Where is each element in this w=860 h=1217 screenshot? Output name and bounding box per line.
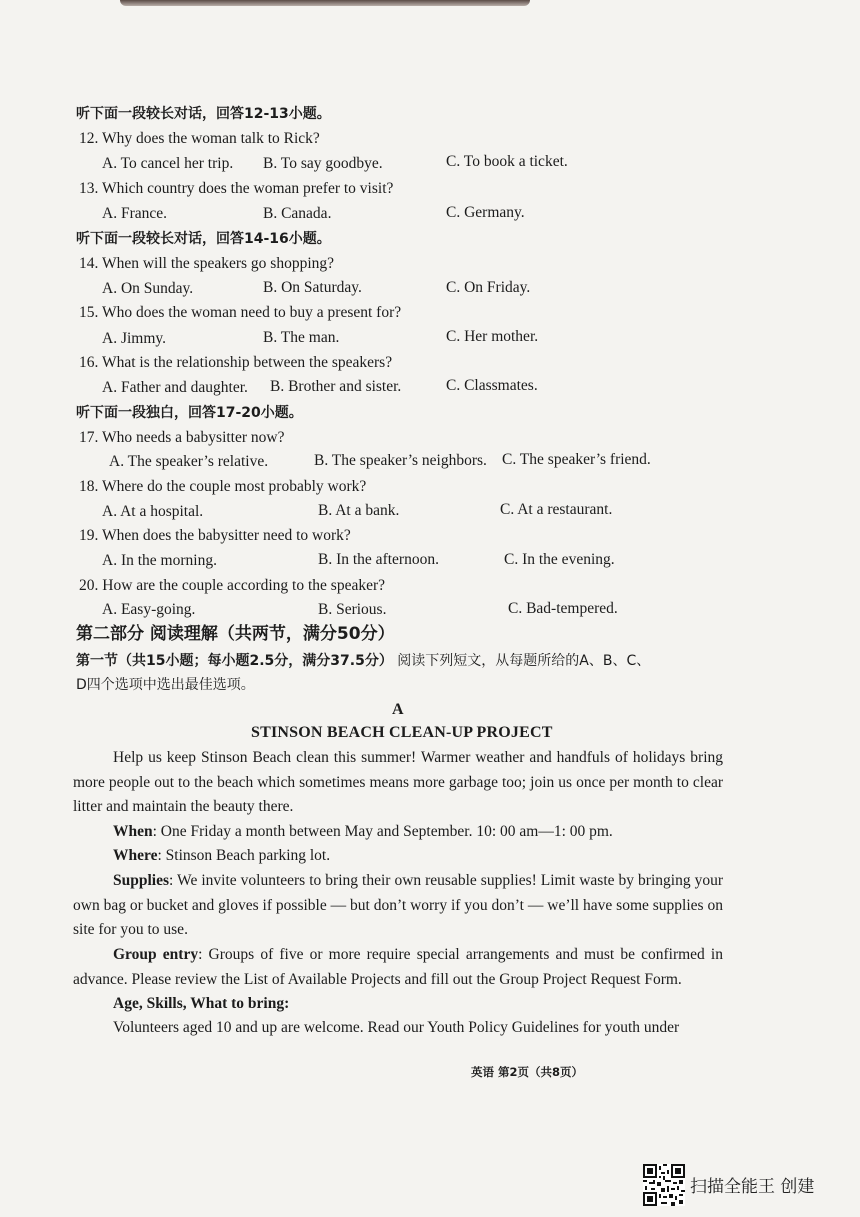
option-a: A. France. (102, 205, 167, 222)
question-text: Where do the couple most probably work? (101, 478, 367, 495)
option-a: A. Father and daughter. (102, 379, 248, 396)
section-instruction: 听下面一段独白，回答17-20小题。 (76, 405, 303, 421)
option-c: C. In the evening. (504, 551, 615, 568)
question-18 (79, 477, 366, 497)
section-one-heading: 第一节（共15小题；每小题2.5分，满分37.5分） (76, 653, 393, 669)
option-a: A. The speaker’s relative. (109, 453, 269, 470)
question-number: 18. (79, 478, 99, 495)
where-text: : Stinson Beach parking lot. (157, 847, 331, 864)
page-footer: 英语 第2页（共8页） (471, 1065, 584, 1079)
question-number: 19. (79, 527, 99, 544)
question-text: Who needs a babysitter now? (101, 429, 285, 446)
section-instruction: 听下面一段较长对话，回答12-13小题。 (76, 106, 331, 122)
section-one-text: 阅读下列短文，从每题所给的A、B、C、 (392, 653, 651, 669)
age-label: Age, Skills, What to bring: (113, 995, 290, 1012)
question-number: 14. (79, 255, 99, 272)
supplies-label: Supplies (113, 872, 170, 889)
passage-when (73, 820, 723, 845)
option-a: A. In the morning. (102, 552, 217, 569)
option-c: C. Classmates. (446, 377, 538, 394)
when-label: When (113, 823, 153, 840)
option-b: B. On Saturday. (263, 279, 362, 296)
option-a: A. Jimmy. (102, 330, 167, 347)
question-number: 12. (79, 130, 99, 147)
question-text: How are the couple according to the speaker? (102, 577, 385, 594)
question-text: Who does the woman need to buy a present for? (101, 304, 402, 321)
question-12 (79, 129, 320, 149)
scanner-app-watermark: 扫描全能王 创建 (690, 1177, 815, 1197)
section-instruction: 听下面一段较长对话，回答14-16小题。 (76, 231, 331, 247)
qr-code-icon (643, 1164, 685, 1206)
group-label: Group entry (113, 946, 199, 963)
option-c: C. At a restaurant. (500, 501, 613, 518)
section-one-instruction-cont: D四个选项中选出最佳选项。 (76, 677, 255, 693)
option-c: C. Bad-tempered. (508, 600, 618, 617)
option-b: B. Serious. (318, 601, 387, 618)
question-17 (79, 428, 284, 448)
option-a: A. On Sunday. (102, 280, 194, 297)
passage-age-heading (73, 992, 723, 1017)
passage-title: STINSON BEACH CLEAN-UP PROJECT (251, 724, 553, 741)
option-b: B. Canada. (263, 205, 332, 222)
question-number: 16. (79, 354, 99, 371)
option-b: B. The man. (263, 329, 340, 346)
question-text: Why does the woman talk to Rick? (101, 130, 320, 147)
passage-group-entry (73, 943, 723, 992)
question-text: Which country does the woman prefer to visit? (101, 180, 394, 197)
option-c: C. Her mother. (446, 328, 539, 345)
passage-letter: A (392, 701, 404, 718)
passage-supplies (73, 869, 723, 943)
question-14 (79, 254, 334, 274)
option-a: A. Easy-going. (102, 601, 196, 618)
option-b: B. To say goodbye. (263, 155, 383, 172)
question-16 (79, 353, 392, 373)
passage-intro: Help us keep Stinson Beach clean this summer! Warmer weather and handfuls of holidays bring more people out to the beach which sometimes means more garbage too; join us once per month to clear litter and maintain the beauty there. (73, 749, 723, 815)
option-c: C. Germany. (446, 204, 525, 221)
option-b: B. In the afternoon. (318, 551, 439, 568)
question-number: 17. (79, 429, 99, 446)
section-one-instruction (76, 651, 650, 671)
passage-age-text: Volunteers aged 10 and up are welcome. Read our Youth Policy Guidelines for youth under (113, 1019, 680, 1036)
group-text: : Groups of five or more require special arrangements and must be confirmed in advance. Please review the List of Available Projects and fill out the Group Project Request Form. (73, 946, 723, 988)
question-13 (79, 179, 393, 199)
where-label: Where (113, 847, 158, 864)
when-text: : One Friday a month between May and September. 10: 00 am—1: 00 pm. (152, 823, 613, 840)
question-20 (79, 576, 385, 596)
question-text: When will the speakers go shopping? (101, 255, 334, 272)
question-text: When does the babysitter need to work? (101, 527, 351, 544)
option-b: B. The speaker’s neighbors. (314, 452, 487, 469)
question-number: 20. (79, 577, 99, 594)
part-two-title: 第二部分 阅读理解（共两节，满分50分） (76, 624, 395, 644)
option-a: A. At a hospital. (102, 503, 204, 520)
option-b: B. Brother and sister. (270, 378, 402, 395)
question-19 (79, 526, 351, 546)
passage-where (73, 844, 723, 869)
option-c: C. To book a ticket. (446, 153, 568, 170)
question-number: 13. (79, 180, 99, 197)
question-15 (79, 303, 401, 323)
option-c: C. The speaker’s friend. (502, 451, 651, 468)
option-a: A. To cancel her trip. (102, 155, 234, 172)
option-b: B. At a bank. (318, 502, 400, 519)
supplies-text: : We invite volunteers to bring their own reusable supplies! Limit waste by bringing your own bag or bucket and gloves if possible — but don’t worry if you don’t — we’ll have some supplies on site for you to use. (73, 872, 723, 938)
question-text: What is the relationship between the speakers? (101, 354, 393, 371)
question-number: 15. (79, 304, 99, 321)
option-c: C. On Friday. (446, 279, 531, 296)
